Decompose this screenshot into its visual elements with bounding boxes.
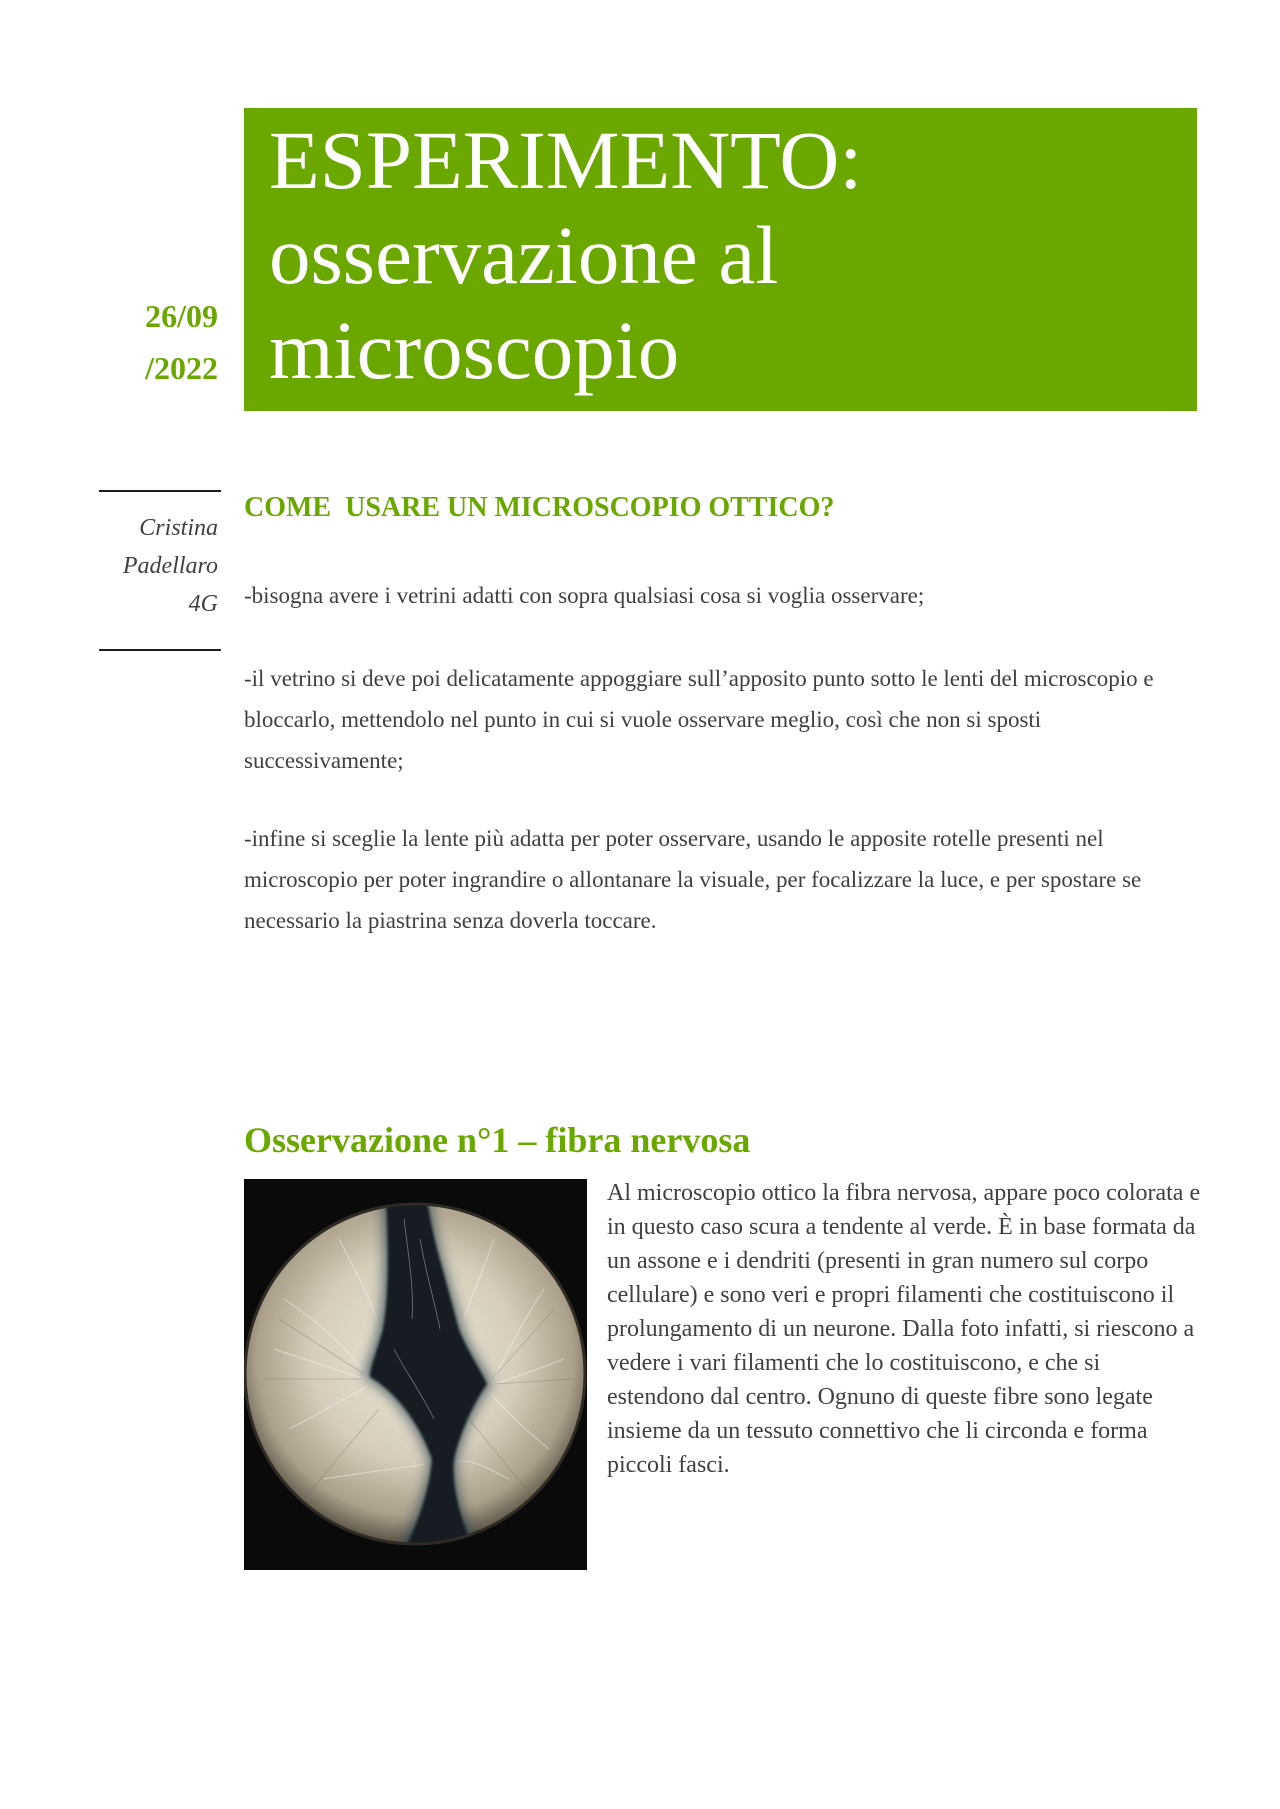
- date-line-2: /2022: [145, 350, 218, 386]
- title-line-2: osservazione al: [269, 209, 779, 301]
- nerve-fiber-micrograph: [244, 1179, 587, 1570]
- title-line-3: microscopio: [269, 304, 680, 396]
- date-line-1: 26/09: [145, 298, 218, 334]
- author-divider-bottom: [99, 649, 221, 651]
- report-date: [100, 290, 218, 394]
- instruction-paragraph-3: -infine si sceglie la lente più adatta per poter osservare, usando le apposite rotelle presenti nel microscopio per poter ingrandire o allontanare la visuale, per focalizzare la luce, e per spostare se necessario la piastrina senza doverla toccare.: [244, 826, 1142, 933]
- title-line-1: ESPERIMENTO:: [269, 114, 863, 206]
- author-first-name: Cristina: [139, 515, 218, 541]
- author-block: [90, 509, 218, 623]
- observation-description: Al microscopio ottico la fibra nervosa, appare poco colorata e in questo caso scura a tendente al verde. È in base formata da un assone e i dendriti (presenti in gran numero sul corpo cellulare) e sono veri e propri filamenti che costituiscono il prolungamento di un neurone. Dalla foto infatti, si riescono a vedere i vari filamenti che lo costituiscono, e che si estendono dal centro. Ognuno di queste fibre sono legate insieme da un tessuto connettivo che li circonda e forma piccoli fasci.: [607, 1180, 1201, 1478]
- section-heading-microscope-usage: COME USARE UN MICROSCOPIO OTTICO?: [244, 492, 835, 523]
- author-last-name: Padellaro: [122, 553, 218, 579]
- instruction-paragraph-2: -il vetrino si deve poi delicatamente appoggiare sull’apposito punto sotto le lenti del microscopio e bloccarlo, mettendolo nel punto in cui si vuole osservare meglio, così che non si sposti successivamente;: [244, 666, 1154, 773]
- title-banner: [244, 108, 1197, 411]
- section-heading-observation-1: Osservazione n°1 – fibra nervosa: [244, 1120, 751, 1160]
- instruction-paragraph-1: -bisogna avere i vetrini adatti con sopra qualsiasi cosa si voglia osservare;: [244, 583, 925, 608]
- author-class: 4G: [188, 591, 218, 617]
- author-divider-top: [99, 490, 221, 492]
